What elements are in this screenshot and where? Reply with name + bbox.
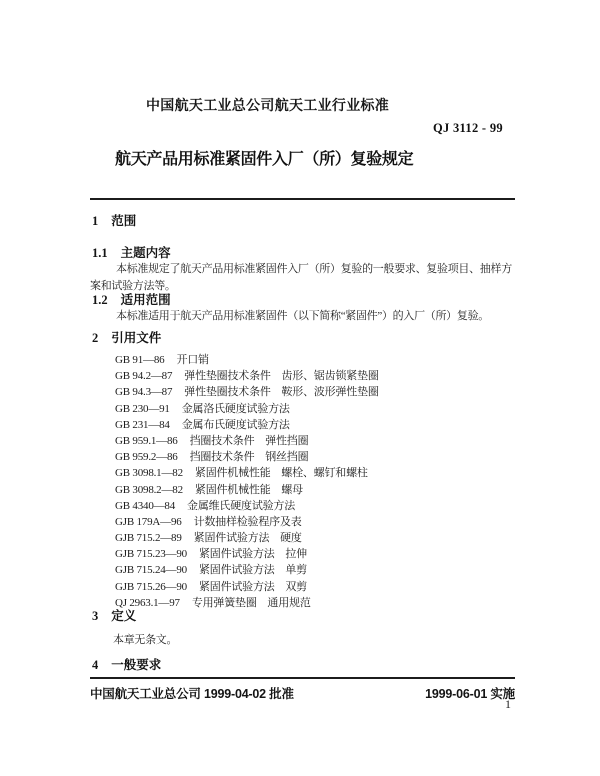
paragraph-line: 本章无条文。 — [113, 634, 178, 646]
reference-title: 弹性垫圈技术条件 齿形、锯齿锁紧垫圈 — [184, 370, 379, 383]
reference-item — [115, 578, 379, 594]
footer-divider — [90, 677, 515, 679]
reference-title: 专用弹簧垫圈 通用规范 — [191, 596, 311, 609]
section-title: 适用范围 — [120, 293, 171, 307]
reference-code: GB 94.3—87 — [115, 386, 173, 399]
reference-item — [115, 416, 379, 432]
reference-item — [115, 545, 379, 561]
reference-item — [115, 497, 379, 513]
section-number: 3 — [92, 609, 99, 623]
section-title: 定义 — [111, 609, 137, 623]
title-divider — [90, 198, 515, 200]
section-heading-subject — [92, 243, 171, 261]
section-number: 2 — [92, 331, 99, 345]
reference-title: 计数抽样检验程序及表 — [193, 515, 302, 528]
paragraph-line: 本标准规定了航天产品用标准紧固件入厂（所）复验的一般要求、复验项目、抽样方 — [116, 263, 512, 275]
reference-code: GB 3098.2—82 — [115, 483, 183, 496]
reference-list — [115, 351, 379, 610]
reference-title: 挡圈技术条件 钢丝挡圈 — [189, 451, 309, 464]
reference-item — [115, 464, 379, 480]
section-title: 范围 — [111, 214, 137, 228]
reference-title: 紧固件试验方法 拉伸 — [198, 548, 307, 561]
reference-code: GJB 715.23—90 — [115, 548, 187, 561]
reference-title: 紧固件试验方法 硬度 — [193, 532, 302, 545]
section-heading-scope — [92, 211, 136, 229]
reference-title: 金属维氏硬度试验方法 — [187, 499, 296, 512]
reference-code: GB 94.2—87 — [115, 370, 173, 383]
reference-code: GB 231—84 — [115, 418, 170, 431]
section-title: 主题内容 — [120, 246, 171, 260]
reference-title: 紧固件机械性能 螺栓、螺钉和螺柱 — [194, 467, 368, 480]
reference-code: QJ 2963.1—97 — [115, 596, 180, 609]
reference-code: GB 91—86 — [115, 354, 165, 366]
reference-code: GJB 179A—96 — [115, 515, 182, 528]
section-heading-general-requirements — [92, 655, 161, 673]
reference-title: 开口销 — [176, 354, 209, 366]
implementation-text: 1999-06-01 实施 — [425, 687, 515, 701]
section-heading-references — [92, 328, 161, 346]
reference-title: 紧固件试验方法 双剪 — [198, 580, 307, 593]
reference-code: GB 959.1—86 — [115, 434, 178, 447]
standard-org-line: 中国航天工业总公司航天工业行业标准 — [146, 97, 390, 113]
reference-code: GJB 715.24—90 — [115, 564, 187, 577]
section-title: 引用文件 — [111, 331, 162, 345]
paragraph-line: 本标准适用于航天产品用标准紧固件（以下简称“紧固件”）的入厂（所）复验。 — [116, 310, 489, 322]
reference-item — [115, 513, 379, 529]
page-number: 1 — [505, 697, 511, 711]
section-heading-definitions — [92, 606, 136, 624]
reference-code: GB 959.2—86 — [115, 451, 178, 464]
reference-item — [115, 594, 379, 610]
standard-number: QJ 3112 - 99 — [433, 121, 503, 135]
reference-item — [115, 561, 379, 577]
reference-code: GB 230—91 — [115, 402, 170, 415]
reference-title: 紧固件试验方法 单剪 — [198, 564, 307, 577]
reference-item — [115, 367, 379, 383]
reference-item — [115, 448, 379, 464]
section-number: 4 — [92, 658, 99, 672]
reference-item — [115, 400, 379, 416]
reference-title: 金属洛氏硬度试验方法 — [181, 402, 290, 415]
paragraph-line: 案和试验方法等。 — [90, 280, 176, 292]
section-heading-applicability — [92, 290, 171, 308]
section-number: 1.2 — [92, 293, 108, 307]
reference-title: 金属布氏硬度试验方法 — [181, 418, 290, 431]
reference-title: 紧固件机械性能 螺母 — [194, 483, 303, 496]
reference-item — [115, 529, 379, 545]
reference-code: GB 3098.1—82 — [115, 467, 183, 480]
reference-title: 弹性垫圈技术条件 鞍形、波形弹性垫圈 — [184, 386, 379, 399]
reference-item — [115, 432, 379, 448]
reference-item — [115, 481, 379, 497]
section-title: 一般要求 — [111, 658, 162, 672]
reference-title: 挡圈技术条件 弹性挡圈 — [189, 434, 309, 447]
reference-item — [115, 351, 379, 367]
approval-text: 中国航天工业总公司 1999-04-02 批准 — [90, 687, 294, 701]
section-number: 1.1 — [92, 246, 108, 260]
reference-code: GB 4340—84 — [115, 499, 176, 512]
footer — [90, 684, 515, 702]
reference-item — [115, 383, 379, 399]
section-number: 1 — [92, 214, 99, 228]
document-title: 航天产品用标准紧固件入厂（所）复验规定 — [115, 151, 414, 168]
reference-code: GJB 715.2—89 — [115, 532, 182, 545]
reference-code: GJB 715.26—90 — [115, 580, 187, 593]
